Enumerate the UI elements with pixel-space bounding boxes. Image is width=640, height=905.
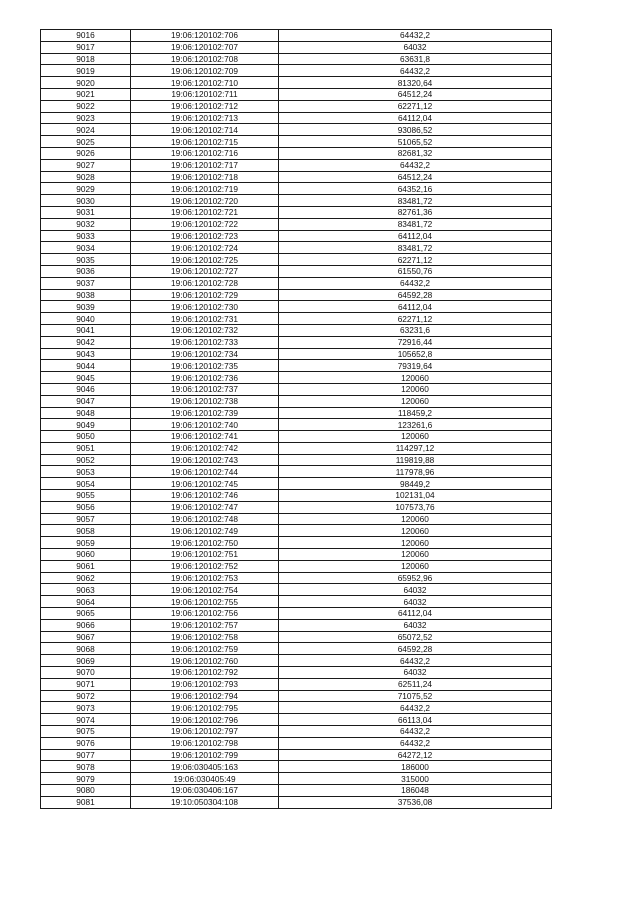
- row-number-cell: 9075: [41, 726, 131, 738]
- row-number-cell: 9056: [41, 501, 131, 513]
- value-cell: 65072,52: [279, 631, 552, 643]
- value-cell: 63231,6: [279, 324, 552, 336]
- cadastral-number-cell: 19:06:120102:710: [131, 77, 279, 89]
- row-number-cell: 9029: [41, 183, 131, 195]
- value-cell: 51065,52: [279, 136, 552, 148]
- value-cell: 64112,04: [279, 301, 552, 313]
- value-cell: 123261,6: [279, 419, 552, 431]
- table-row: [41, 667, 552, 679]
- table-row: [41, 65, 552, 77]
- row-number-cell: 9052: [41, 454, 131, 466]
- cadastral-number-cell: 19:06:120102:716: [131, 147, 279, 159]
- row-number-cell: 9049: [41, 419, 131, 431]
- table-row: [41, 171, 552, 183]
- row-number-cell: 9048: [41, 407, 131, 419]
- cadastral-number-cell: 19:06:120102:717: [131, 159, 279, 171]
- value-cell: 64512,24: [279, 88, 552, 100]
- value-cell: 102131,04: [279, 490, 552, 502]
- table-row: [41, 513, 552, 525]
- row-number-cell: 9069: [41, 655, 131, 667]
- cadastral-number-cell: 19:06:120102:714: [131, 124, 279, 136]
- row-number-cell: 9046: [41, 383, 131, 395]
- row-number-cell: 9070: [41, 667, 131, 679]
- table-row: [41, 678, 552, 690]
- value-cell: 79319,64: [279, 360, 552, 372]
- cadastral-number-cell: 19:06:120102:740: [131, 419, 279, 431]
- table-row: [41, 796, 552, 808]
- table-row: [41, 230, 552, 242]
- row-number-cell: 9026: [41, 147, 131, 159]
- cadastral-number-cell: 19:06:120102:798: [131, 737, 279, 749]
- cadastral-number-cell: 19:06:120102:751: [131, 549, 279, 561]
- table-row: [41, 206, 552, 218]
- value-cell: 120060: [279, 513, 552, 525]
- table-row: [41, 737, 552, 749]
- table-row: [41, 478, 552, 490]
- row-number-cell: 9055: [41, 490, 131, 502]
- row-number-cell: 9025: [41, 136, 131, 148]
- cadastral-number-cell: 19:06:120102:711: [131, 88, 279, 100]
- cadastral-number-cell: 19:06:120102:706: [131, 30, 279, 42]
- value-cell: 82761,36: [279, 206, 552, 218]
- table-row: [41, 88, 552, 100]
- cadastral-number-cell: 19:06:120102:709: [131, 65, 279, 77]
- cadastral-number-cell: 19:06:120102:792: [131, 667, 279, 679]
- value-cell: 98449,2: [279, 478, 552, 490]
- cadastral-number-cell: 19:06:120102:753: [131, 572, 279, 584]
- value-cell: 82681,32: [279, 147, 552, 159]
- row-number-cell: 9044: [41, 360, 131, 372]
- cadastral-number-cell: 19:06:120102:745: [131, 478, 279, 490]
- table-row: [41, 525, 552, 537]
- value-cell: 64592,28: [279, 289, 552, 301]
- table-row: [41, 726, 552, 738]
- cadastral-number-cell: 19:06:030405:49: [131, 773, 279, 785]
- cadastral-number-cell: 19:06:120102:756: [131, 608, 279, 620]
- value-cell: 64432,2: [279, 726, 552, 738]
- table-row: [41, 147, 552, 159]
- cadastral-number-cell: 19:06:120102:737: [131, 383, 279, 395]
- cadastral-number-cell: 19:06:120102:727: [131, 265, 279, 277]
- row-number-cell: 9059: [41, 537, 131, 549]
- row-number-cell: 9033: [41, 230, 131, 242]
- cadastral-number-cell: 19:06:120102:719: [131, 183, 279, 195]
- table-row: [41, 773, 552, 785]
- row-number-cell: 9022: [41, 100, 131, 112]
- row-number-cell: 9063: [41, 584, 131, 596]
- cadastral-number-cell: 19:06:120102:722: [131, 218, 279, 230]
- value-cell: 62271,12: [279, 100, 552, 112]
- cadastral-number-cell: 19:06:030406:167: [131, 785, 279, 797]
- value-cell: 120060: [279, 431, 552, 443]
- table-row: [41, 383, 552, 395]
- value-cell: 64272,12: [279, 749, 552, 761]
- value-cell: 64112,04: [279, 112, 552, 124]
- value-cell: 37536,08: [279, 796, 552, 808]
- cadastral-number-cell: 19:06:120102:742: [131, 442, 279, 454]
- cadastral-number-cell: 19:06:120102:799: [131, 749, 279, 761]
- value-cell: 64112,04: [279, 608, 552, 620]
- table-row: [41, 702, 552, 714]
- value-cell: 186000: [279, 761, 552, 773]
- row-number-cell: 9030: [41, 195, 131, 207]
- table-row: [41, 289, 552, 301]
- row-number-cell: 9035: [41, 254, 131, 266]
- data-table: [40, 29, 552, 809]
- cadastral-number-cell: 19:06:120102:747: [131, 501, 279, 513]
- cadastral-number-cell: 19:06:120102:738: [131, 395, 279, 407]
- row-number-cell: 9034: [41, 242, 131, 254]
- cadastral-number-cell: 19:06:120102:732: [131, 324, 279, 336]
- row-number-cell: 9077: [41, 749, 131, 761]
- value-cell: 61550,76: [279, 265, 552, 277]
- cadastral-number-cell: 19:06:030405:163: [131, 761, 279, 773]
- cadastral-number-cell: 19:06:120102:794: [131, 690, 279, 702]
- row-number-cell: 9076: [41, 737, 131, 749]
- row-number-cell: 9079: [41, 773, 131, 785]
- table-row: [41, 537, 552, 549]
- row-number-cell: 9031: [41, 206, 131, 218]
- table-row: [41, 395, 552, 407]
- row-number-cell: 9038: [41, 289, 131, 301]
- table-row: [41, 442, 552, 454]
- table-row: [41, 348, 552, 360]
- cadastral-number-cell: 19:06:120102:748: [131, 513, 279, 525]
- value-cell: 62271,12: [279, 313, 552, 325]
- value-cell: 64432,2: [279, 65, 552, 77]
- row-number-cell: 9053: [41, 466, 131, 478]
- value-cell: 63631,8: [279, 53, 552, 65]
- value-cell: 64032: [279, 596, 552, 608]
- cadastral-number-cell: 19:06:120102:741: [131, 431, 279, 443]
- value-cell: 64032: [279, 667, 552, 679]
- cadastral-number-cell: 19:06:120102:749: [131, 525, 279, 537]
- cadastral-number-cell: 19:06:120102:733: [131, 336, 279, 348]
- cadastral-number-cell: 19:06:120102:723: [131, 230, 279, 242]
- table-row: [41, 549, 552, 561]
- table-row: [41, 301, 552, 313]
- table-row: [41, 336, 552, 348]
- cadastral-number-cell: 19:06:120102:754: [131, 584, 279, 596]
- value-cell: 114297,12: [279, 442, 552, 454]
- cadastral-number-cell: 19:06:120102:757: [131, 619, 279, 631]
- table-row: [41, 183, 552, 195]
- row-number-cell: 9018: [41, 53, 131, 65]
- row-number-cell: 9064: [41, 596, 131, 608]
- row-number-cell: 9068: [41, 643, 131, 655]
- value-cell: 64432,2: [279, 737, 552, 749]
- row-number-cell: 9060: [41, 549, 131, 561]
- table-row: [41, 195, 552, 207]
- value-cell: 64432,2: [279, 30, 552, 42]
- row-number-cell: 9045: [41, 372, 131, 384]
- table-row: [41, 77, 552, 89]
- value-cell: 64352,16: [279, 183, 552, 195]
- value-cell: 65952,96: [279, 572, 552, 584]
- value-cell: 64432,2: [279, 655, 552, 667]
- value-cell: 81320,64: [279, 77, 552, 89]
- cadastral-number-cell: 19:06:120102:715: [131, 136, 279, 148]
- table-row: [41, 572, 552, 584]
- row-number-cell: 9073: [41, 702, 131, 714]
- table-row: [41, 454, 552, 466]
- table-row: [41, 313, 552, 325]
- table-row: [41, 690, 552, 702]
- table-row: [41, 466, 552, 478]
- table-row: [41, 655, 552, 667]
- table-row: [41, 218, 552, 230]
- row-number-cell: 9062: [41, 572, 131, 584]
- table-row: [41, 584, 552, 596]
- value-cell: 66113,04: [279, 714, 552, 726]
- cadastral-number-cell: 19:06:120102:760: [131, 655, 279, 667]
- cadastral-number-cell: 19:06:120102:739: [131, 407, 279, 419]
- table-row: [41, 112, 552, 124]
- row-number-cell: 9039: [41, 301, 131, 313]
- row-number-cell: 9023: [41, 112, 131, 124]
- value-cell: 120060: [279, 372, 552, 384]
- row-number-cell: 9041: [41, 324, 131, 336]
- cadastral-number-cell: 19:06:120102:708: [131, 53, 279, 65]
- value-cell: 315000: [279, 773, 552, 785]
- cadastral-number-cell: 19:06:120102:755: [131, 596, 279, 608]
- table-row: [41, 596, 552, 608]
- table-row: [41, 560, 552, 572]
- table-row: [41, 53, 552, 65]
- cadastral-number-cell: 19:06:120102:797: [131, 726, 279, 738]
- cadastral-number-cell: 19:06:120102:730: [131, 301, 279, 313]
- row-number-cell: 9078: [41, 761, 131, 773]
- row-number-cell: 9036: [41, 265, 131, 277]
- table-row: [41, 254, 552, 266]
- row-number-cell: 9072: [41, 690, 131, 702]
- value-cell: 120060: [279, 560, 552, 572]
- cadastral-number-cell: 19:06:120102:735: [131, 360, 279, 372]
- value-cell: 83481,72: [279, 218, 552, 230]
- row-number-cell: 9043: [41, 348, 131, 360]
- table-row: [41, 761, 552, 773]
- cadastral-number-cell: 19:06:120102:743: [131, 454, 279, 466]
- row-number-cell: 9017: [41, 41, 131, 53]
- value-cell: 117978,96: [279, 466, 552, 478]
- value-cell: 105652,8: [279, 348, 552, 360]
- cadastral-number-cell: 19:06:120102:758: [131, 631, 279, 643]
- row-number-cell: 9051: [41, 442, 131, 454]
- cadastral-number-cell: 19:06:120102:795: [131, 702, 279, 714]
- cadastral-number-cell: 19:06:120102:744: [131, 466, 279, 478]
- value-cell: 120060: [279, 395, 552, 407]
- value-cell: 93086,52: [279, 124, 552, 136]
- value-cell: 120060: [279, 383, 552, 395]
- row-number-cell: 9057: [41, 513, 131, 525]
- value-cell: 83481,72: [279, 195, 552, 207]
- value-cell: 72916,44: [279, 336, 552, 348]
- value-cell: 107573,76: [279, 501, 552, 513]
- row-number-cell: 9040: [41, 313, 131, 325]
- table-row: [41, 490, 552, 502]
- cadastral-number-cell: 19:06:120102:731: [131, 313, 279, 325]
- value-cell: 64032: [279, 41, 552, 53]
- value-cell: 71075,52: [279, 690, 552, 702]
- row-number-cell: 9071: [41, 678, 131, 690]
- cadastral-number-cell: 19:06:120102:718: [131, 171, 279, 183]
- value-cell: 64432,2: [279, 277, 552, 289]
- value-cell: 64032: [279, 584, 552, 596]
- table-row: [41, 372, 552, 384]
- cadastral-number-cell: 19:06:120102:725: [131, 254, 279, 266]
- row-number-cell: 9050: [41, 431, 131, 443]
- table-row: [41, 242, 552, 254]
- value-cell: 64512,24: [279, 171, 552, 183]
- table-row: [41, 265, 552, 277]
- table-row: [41, 277, 552, 289]
- row-number-cell: 9032: [41, 218, 131, 230]
- row-number-cell: 9074: [41, 714, 131, 726]
- row-number-cell: 9080: [41, 785, 131, 797]
- table-row: [41, 431, 552, 443]
- cadastral-number-cell: 19:06:120102:750: [131, 537, 279, 549]
- row-number-cell: 9016: [41, 30, 131, 42]
- table-row: [41, 631, 552, 643]
- row-number-cell: 9020: [41, 77, 131, 89]
- data-table-body: [41, 30, 552, 809]
- row-number-cell: 9037: [41, 277, 131, 289]
- cadastral-number-cell: 19:06:120102:752: [131, 560, 279, 572]
- cadastral-number-cell: 19:06:120102:724: [131, 242, 279, 254]
- value-cell: 120060: [279, 525, 552, 537]
- value-cell: 64032: [279, 619, 552, 631]
- cadastral-number-cell: 19:06:120102:720: [131, 195, 279, 207]
- row-number-cell: 9047: [41, 395, 131, 407]
- value-cell: 64592,28: [279, 643, 552, 655]
- value-cell: 120060: [279, 537, 552, 549]
- table-row: [41, 643, 552, 655]
- cadastral-number-cell: 19:06:120102:707: [131, 41, 279, 53]
- cadastral-number-cell: 19:06:120102:759: [131, 643, 279, 655]
- value-cell: 120060: [279, 549, 552, 561]
- value-cell: 83481,72: [279, 242, 552, 254]
- table-row: [41, 714, 552, 726]
- value-cell: 119819,88: [279, 454, 552, 466]
- table-row: [41, 419, 552, 431]
- table-row: [41, 136, 552, 148]
- row-number-cell: 9061: [41, 560, 131, 572]
- table-row: [41, 619, 552, 631]
- row-number-cell: 9054: [41, 478, 131, 490]
- cadastral-number-cell: 19:10:050304:108: [131, 796, 279, 808]
- value-cell: 118459,2: [279, 407, 552, 419]
- row-number-cell: 9042: [41, 336, 131, 348]
- cadastral-number-cell: 19:06:120102:721: [131, 206, 279, 218]
- row-number-cell: 9065: [41, 608, 131, 620]
- row-number-cell: 9067: [41, 631, 131, 643]
- cadastral-number-cell: 19:06:120102:712: [131, 100, 279, 112]
- table-row: [41, 324, 552, 336]
- table-row: [41, 785, 552, 797]
- cadastral-number-cell: 19:06:120102:734: [131, 348, 279, 360]
- table-row: [41, 124, 552, 136]
- value-cell: 62511,24: [279, 678, 552, 690]
- row-number-cell: 9028: [41, 171, 131, 183]
- cadastral-number-cell: 19:06:120102:728: [131, 277, 279, 289]
- table-row: [41, 608, 552, 620]
- row-number-cell: 9021: [41, 88, 131, 100]
- table-row: [41, 159, 552, 171]
- cadastral-number-cell: 19:06:120102:796: [131, 714, 279, 726]
- table-row: [41, 30, 552, 42]
- table-row: [41, 360, 552, 372]
- row-number-cell: 9024: [41, 124, 131, 136]
- row-number-cell: 9066: [41, 619, 131, 631]
- row-number-cell: 9081: [41, 796, 131, 808]
- table-row: [41, 100, 552, 112]
- table-row: [41, 41, 552, 53]
- value-cell: 64432,2: [279, 159, 552, 171]
- value-cell: 64432,2: [279, 702, 552, 714]
- row-number-cell: 9019: [41, 65, 131, 77]
- value-cell: 64112,04: [279, 230, 552, 242]
- cadastral-number-cell: 19:06:120102:729: [131, 289, 279, 301]
- cadastral-number-cell: 19:06:120102:746: [131, 490, 279, 502]
- cadastral-number-cell: 19:06:120102:736: [131, 372, 279, 384]
- cadastral-number-cell: 19:06:120102:793: [131, 678, 279, 690]
- row-number-cell: 9058: [41, 525, 131, 537]
- value-cell: 62271,12: [279, 254, 552, 266]
- table-row: [41, 407, 552, 419]
- table-row: [41, 749, 552, 761]
- table-row: [41, 501, 552, 513]
- cadastral-number-cell: 19:06:120102:713: [131, 112, 279, 124]
- row-number-cell: 9027: [41, 159, 131, 171]
- value-cell: 186048: [279, 785, 552, 797]
